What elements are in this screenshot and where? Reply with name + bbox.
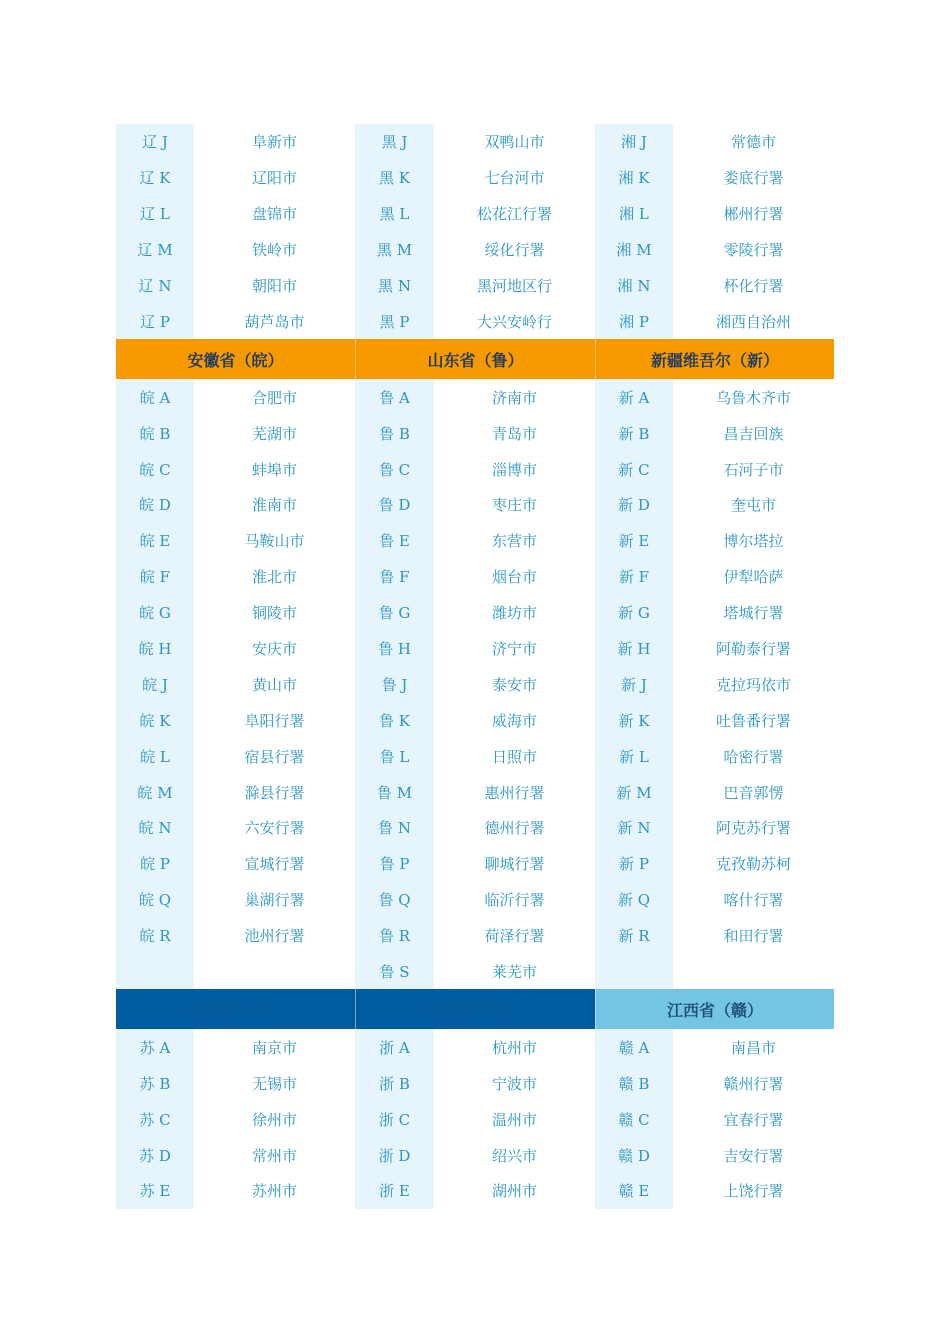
plate-code-section — [116, 1029, 834, 1208]
province-column — [116, 1029, 355, 1208]
province-column — [355, 124, 595, 339]
province-header: 江苏省（苏） — [116, 989, 355, 1029]
province-header: 江西省（赣） — [595, 989, 834, 1029]
city-name-cell: 泰安市 — [434, 666, 595, 702]
city-name-cell: 淄博市 — [434, 451, 595, 487]
city-name-cell: 上饶行署 — [673, 1173, 834, 1209]
province-header: 山东省（鲁） — [355, 339, 595, 379]
city-name-cell: 克拉玛依市 — [673, 666, 834, 702]
city-name-cell: 淮北市 — [194, 559, 355, 595]
city-name-cell: 黄山市 — [194, 666, 355, 702]
city-name-cell: 常德市 — [673, 124, 834, 160]
plate-code-cell: 赣 B — [595, 1065, 673, 1101]
city-name-cell: 哈密行署 — [673, 738, 834, 774]
plate-code-cell: 鲁 G — [355, 595, 434, 631]
city-name-cell: 昌吉回族 — [673, 415, 834, 451]
plate-code-cell: 皖 L — [116, 738, 194, 774]
province-column — [355, 1029, 595, 1208]
plate-code-cell: 鲁 K — [355, 702, 434, 738]
province-header: 浙江省（浙） — [355, 989, 595, 1029]
city-name-cell: 铁岭市 — [194, 232, 355, 268]
city-name-cell: 滁县行署 — [194, 774, 355, 810]
plate-code-cell: 鲁 E — [355, 523, 434, 559]
plate-code-cell: 鲁 P — [355, 846, 434, 882]
plate-code-cell: 新 D — [595, 487, 673, 523]
plate-code-cell: 鲁 R — [355, 918, 434, 954]
city-name-cell: 合肥市 — [194, 379, 355, 415]
plate-code-cell: 湘 M — [595, 232, 673, 268]
city-name-cell: 吐鲁番行署 — [673, 702, 834, 738]
plate-code-cell: 皖 R — [116, 918, 194, 954]
plate-code-cell: 新 H — [595, 631, 673, 667]
city-name-cell: 淮南市 — [194, 487, 355, 523]
city-name-cell: 吉安行署 — [673, 1137, 834, 1173]
city-name-cell: 阜新市 — [194, 124, 355, 160]
city-name-cell: 大兴安岭行 — [434, 303, 595, 339]
city-name-cell: 盘锦市 — [194, 196, 355, 232]
city-name-cell: 济南市 — [434, 379, 595, 415]
plate-code-cell: 浙 E — [355, 1173, 434, 1209]
plate-code-cell: 鲁 F — [355, 559, 434, 595]
plate-code-cell: 皖 Q — [116, 882, 194, 918]
plate-code-cell: 黑 J — [355, 124, 434, 160]
city-name-cell: 杭州市 — [434, 1029, 595, 1065]
plate-code-cell: 辽 J — [116, 124, 194, 160]
plate-code-cell: 辽 P — [116, 303, 194, 339]
province-header: 安徽省（皖） — [116, 339, 355, 379]
plate-code-cell: 皖 H — [116, 631, 194, 667]
plate-code-section — [116, 379, 834, 989]
city-name-cell: 阜阳行署 — [194, 702, 355, 738]
city-name-cell: 阿克苏行署 — [673, 810, 834, 846]
plate-code-cell: 辽 K — [116, 160, 194, 196]
plate-code-cell: 湘 K — [595, 160, 673, 196]
plate-code-cell: 皖 D — [116, 487, 194, 523]
city-name-cell: 赣州行署 — [673, 1065, 834, 1101]
city-name-cell: 乌鲁木齐市 — [673, 379, 834, 415]
plate-code-section — [116, 124, 834, 339]
province-header-row — [116, 989, 834, 1029]
plate-code-cell: 苏 A — [116, 1029, 194, 1065]
city-name-cell: 湘西自治州 — [673, 303, 834, 339]
city-name-cell: 葫芦岛市 — [194, 303, 355, 339]
plate-code-cell: 新 B — [595, 415, 673, 451]
plate-code-cell: 鲁 B — [355, 415, 434, 451]
city-name-cell: 东营市 — [434, 523, 595, 559]
city-name-cell: 博尔塔拉 — [673, 523, 834, 559]
plate-code-cell: 浙 A — [355, 1029, 434, 1065]
plate-code-cell: 鲁 C — [355, 451, 434, 487]
city-name-cell: 南京市 — [194, 1029, 355, 1065]
city-name-cell: 马鞍山市 — [194, 523, 355, 559]
province-column — [595, 124, 834, 339]
plate-code-cell: 鲁 N — [355, 810, 434, 846]
province-column — [116, 379, 355, 989]
city-name-cell: 德州行署 — [434, 810, 595, 846]
plate-code-cell: 赣 D — [595, 1137, 673, 1173]
plate-code-cell: 新 E — [595, 523, 673, 559]
plate-code-cell: 皖 N — [116, 810, 194, 846]
plate-code-cell: 皖 M — [116, 774, 194, 810]
plate-code-cell: 浙 C — [355, 1101, 434, 1137]
plate-code-cell: 赣 E — [595, 1173, 673, 1209]
plate-code-cell: 湘 N — [595, 268, 673, 304]
plate-code-cell: 皖 E — [116, 523, 194, 559]
city-name-cell: 宿县行署 — [194, 738, 355, 774]
plate-code-cell: 苏 D — [116, 1137, 194, 1173]
city-name-cell: 常州市 — [194, 1137, 355, 1173]
plate-code-cell: 皖 B — [116, 415, 194, 451]
city-name-cell: 聊城行署 — [434, 846, 595, 882]
city-name-cell: 济宁市 — [434, 631, 595, 667]
city-name-cell: 塔城行署 — [673, 595, 834, 631]
city-name-cell: 郴州行署 — [673, 196, 834, 232]
plate-code-cell: 皖 P — [116, 846, 194, 882]
city-name-cell: 蚌埠市 — [194, 451, 355, 487]
province-column — [355, 379, 595, 989]
plate-code-cell: 黑 L — [355, 196, 434, 232]
city-name-cell: 娄底行署 — [673, 160, 834, 196]
city-name-cell: 零陵行署 — [673, 232, 834, 268]
plate-code-cell: 新 M — [595, 774, 673, 810]
city-name-cell: 六安行署 — [194, 810, 355, 846]
plate-code-cell: 湘 L — [595, 196, 673, 232]
province-column — [595, 1029, 834, 1208]
plate-code-cell: 新 R — [595, 918, 673, 954]
city-name-cell: 七台河市 — [434, 160, 595, 196]
city-name-cell: 苏州市 — [194, 1173, 355, 1209]
city-name-cell: 宜春行署 — [673, 1101, 834, 1137]
plate-code-cell: 鲁 M — [355, 774, 434, 810]
city-name-cell: 杯化行署 — [673, 268, 834, 304]
plate-code-cell: 湘 P — [595, 303, 673, 339]
city-name-cell: 莱芜市 — [434, 954, 595, 990]
province-column — [116, 124, 355, 339]
plate-code-cell: 新 F — [595, 559, 673, 595]
plate-code-cell: 辽 M — [116, 232, 194, 268]
plate-code-cell: 鲁 L — [355, 738, 434, 774]
city-name-cell: 南昌市 — [673, 1029, 834, 1065]
city-name-cell: 黑河地区行 — [434, 268, 595, 304]
city-name-cell: 松花江行署 — [434, 196, 595, 232]
plate-code-cell: 皖 G — [116, 595, 194, 631]
city-name-cell: 巴音郭愣 — [673, 774, 834, 810]
city-name-cell: 喀什行署 — [673, 882, 834, 918]
city-name-cell: 威海市 — [434, 702, 595, 738]
plate-code-cell: 皖 A — [116, 379, 194, 415]
city-name-cell: 徐州市 — [194, 1101, 355, 1137]
city-name-cell: 克孜勒苏柯 — [673, 846, 834, 882]
plate-code-cell: 鲁 H — [355, 631, 434, 667]
plate-code-cell: 新 C — [595, 451, 673, 487]
plate-code-cell: 苏 E — [116, 1173, 194, 1209]
plate-code-cell: 赣 C — [595, 1101, 673, 1137]
city-name-cell — [194, 954, 355, 990]
city-name-cell: 铜陵市 — [194, 595, 355, 631]
city-name-cell: 伊犁哈萨 — [673, 559, 834, 595]
plate-code-cell: 浙 B — [355, 1065, 434, 1101]
province-header-row — [116, 339, 834, 379]
city-name-cell: 无锡市 — [194, 1065, 355, 1101]
plate-code-cell: 湘 J — [595, 124, 673, 160]
plate-code-cell — [595, 954, 673, 990]
plate-code-table — [116, 124, 834, 1209]
province-column — [595, 379, 834, 989]
city-name-cell: 惠州行署 — [434, 774, 595, 810]
city-name-cell: 荷泽行署 — [434, 918, 595, 954]
plate-code-cell: 黑 M — [355, 232, 434, 268]
plate-code-cell: 新 N — [595, 810, 673, 846]
city-name-cell: 宣城行署 — [194, 846, 355, 882]
city-name-cell: 朝阳市 — [194, 268, 355, 304]
city-name-cell: 辽阳市 — [194, 160, 355, 196]
plate-code-cell: 黑 N — [355, 268, 434, 304]
plate-code-cell: 新 G — [595, 595, 673, 631]
city-name-cell: 宁波市 — [434, 1065, 595, 1101]
city-name-cell: 石河子市 — [673, 451, 834, 487]
plate-code-cell: 苏 C — [116, 1101, 194, 1137]
city-name-cell: 潍坊市 — [434, 595, 595, 631]
city-name-cell: 日照市 — [434, 738, 595, 774]
plate-code-cell: 新 P — [595, 846, 673, 882]
plate-code-cell: 赣 A — [595, 1029, 673, 1065]
plate-code-cell: 皖 K — [116, 702, 194, 738]
plate-code-cell: 皖 C — [116, 451, 194, 487]
city-name-cell: 池州行署 — [194, 918, 355, 954]
plate-code-cell: 新 A — [595, 379, 673, 415]
plate-code-cell: 皖 J — [116, 666, 194, 702]
city-name-cell: 湖州市 — [434, 1173, 595, 1209]
plate-code-cell: 辽 N — [116, 268, 194, 304]
plate-code-cell: 鲁 D — [355, 487, 434, 523]
plate-code-cell: 皖 F — [116, 559, 194, 595]
city-name-cell: 双鸭山市 — [434, 124, 595, 160]
city-name-cell: 阿勒泰行署 — [673, 631, 834, 667]
plate-code-cell: 黑 K — [355, 160, 434, 196]
plate-code-cell: 鲁 S — [355, 954, 434, 990]
plate-code-cell: 黑 P — [355, 303, 434, 339]
city-name-cell: 枣庄市 — [434, 487, 595, 523]
plate-code-cell: 浙 D — [355, 1137, 434, 1173]
city-name-cell: 绍兴市 — [434, 1137, 595, 1173]
city-name-cell: 奎屯市 — [673, 487, 834, 523]
city-name-cell: 烟台市 — [434, 559, 595, 595]
plate-code-cell: 新 Q — [595, 882, 673, 918]
plate-code-cell: 新 J — [595, 666, 673, 702]
plate-code-cell: 新 L — [595, 738, 673, 774]
province-header: 新疆维吾尔（新） — [595, 339, 834, 379]
plate-code-cell — [116, 954, 194, 990]
plate-code-cell: 辽 L — [116, 196, 194, 232]
city-name-cell — [673, 954, 834, 990]
city-name-cell: 温州市 — [434, 1101, 595, 1137]
plate-code-cell: 新 K — [595, 702, 673, 738]
plate-code-cell: 鲁 A — [355, 379, 434, 415]
plate-code-cell: 鲁 J — [355, 666, 434, 702]
plate-code-cell: 鲁 Q — [355, 882, 434, 918]
city-name-cell: 和田行署 — [673, 918, 834, 954]
city-name-cell: 巢湖行署 — [194, 882, 355, 918]
city-name-cell: 芜湖市 — [194, 415, 355, 451]
city-name-cell: 绥化行署 — [434, 232, 595, 268]
city-name-cell: 临沂行署 — [434, 882, 595, 918]
plate-code-cell: 苏 B — [116, 1065, 194, 1101]
city-name-cell: 安庆市 — [194, 631, 355, 667]
city-name-cell: 青岛市 — [434, 415, 595, 451]
